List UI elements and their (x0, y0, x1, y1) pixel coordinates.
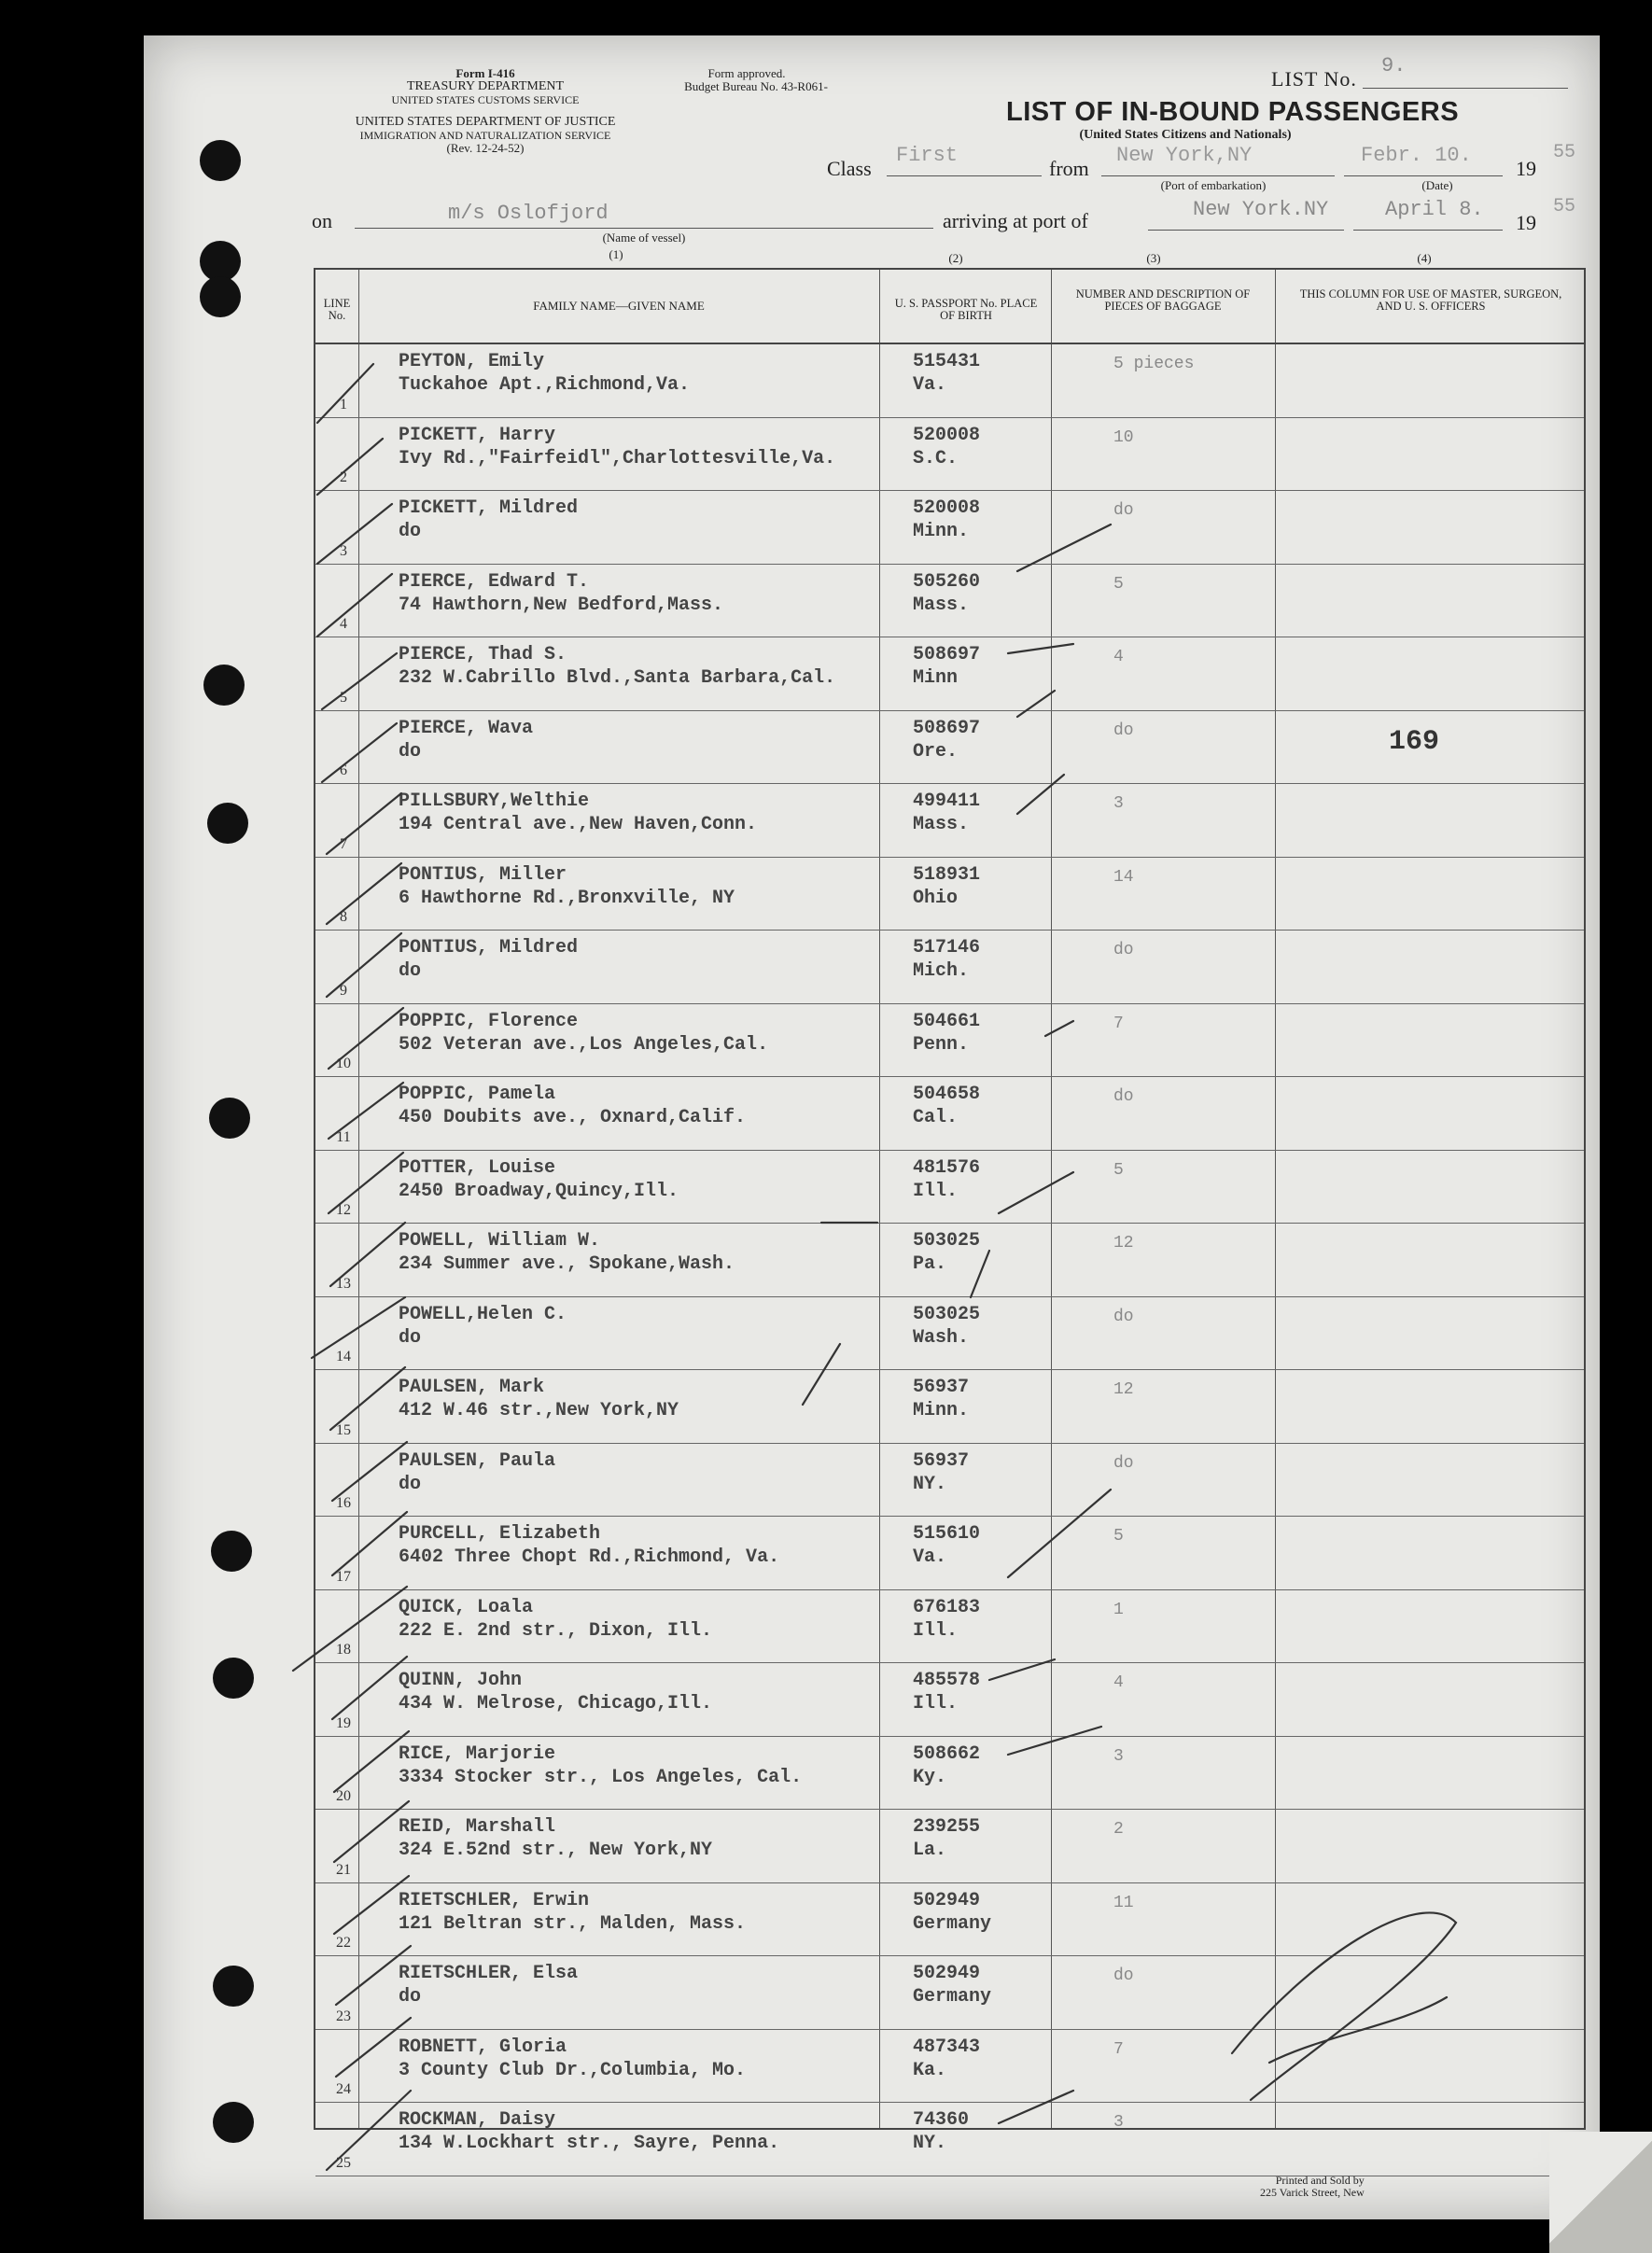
baggage-count: 3 (1113, 794, 1124, 813)
line-number: 14 (336, 1349, 351, 1364)
baggage-count: do (1113, 721, 1134, 740)
passenger-address: 450 Doubits ave., Oxnard,Calif. (399, 1107, 747, 1128)
line-number: 8 (340, 909, 347, 925)
passenger-name: POWELL, William W. (399, 1230, 601, 1252)
passenger-address: 194 Central ave.,New Haven,Conn. (399, 814, 758, 835)
place-of-birth: Pa. (913, 1253, 947, 1275)
passport-number: 502949 (913, 1889, 981, 1911)
passenger-name: PURCELL, Elizabeth (399, 1523, 601, 1545)
passenger-address: do (399, 1473, 422, 1495)
col-num-2: (2) (948, 251, 963, 265)
table-row (315, 637, 1584, 711)
line-number: 2 (340, 469, 347, 485)
line-number: 24 (336, 2081, 351, 2097)
date-value: Febr. 10. (1361, 144, 1472, 167)
passport-number: 502949 (913, 1963, 981, 1984)
passenger-name: POPPIC, Florence (399, 1010, 579, 1032)
baggage-count: 2 (1113, 1820, 1124, 1839)
baggage-count: 1 (1113, 1600, 1124, 1619)
passport-number: 56937 (913, 1377, 970, 1398)
baggage-count: 12 (1113, 1234, 1134, 1252)
vessel-line (355, 228, 933, 229)
binder-hole (213, 1658, 254, 1699)
place-of-birth: Mass. (913, 594, 970, 616)
line-number: 16 (336, 1495, 351, 1511)
passenger-address: 74 Hawthorn,New Bedford,Mass. (399, 594, 724, 616)
arrival-date: April 8. (1385, 198, 1484, 221)
table-row (315, 1516, 1584, 1590)
table-row (315, 1443, 1584, 1518)
passenger-address: 412 W.46 str.,New York,NY (399, 1400, 679, 1421)
passport-number: 503025 (913, 1230, 981, 1252)
table-row (315, 1662, 1584, 1737)
binder-hole (209, 1098, 250, 1139)
line-number: 4 (340, 616, 347, 632)
passenger-name: POTTER, Louise (399, 1156, 556, 1179)
table-row (315, 343, 1584, 418)
from-label: from (1049, 157, 1089, 180)
passport-number: 508697 (913, 644, 981, 665)
header-line-no: LINE No. (323, 297, 351, 322)
line-number: 1 (340, 396, 347, 413)
passenger-name: PIERCE, Thad S. (399, 644, 567, 665)
baggage-count: do (1113, 1087, 1134, 1106)
passenger-name: PICKETT, Mildred (399, 497, 579, 519)
baggage-count: 14 (1113, 867, 1134, 887)
line-number: 23 (336, 2008, 351, 2024)
place-of-birth: Mich. (913, 960, 970, 982)
officer-stamp: 169 (1389, 726, 1440, 758)
passenger-name: PEYTON, Emily (399, 351, 545, 372)
table-row (315, 1736, 1584, 1811)
arriving-label: arriving at port of (943, 209, 1088, 232)
class-value: First (896, 144, 959, 167)
passenger-address: 3334 Stocker str., Los Angeles, Cal. (399, 1766, 803, 1788)
page-subtitle: (United States Citizens and Nationals) (1079, 128, 1292, 142)
passenger-table (314, 268, 1586, 2171)
place-of-birth: Ky. (913, 1766, 947, 1788)
passenger-name: PONTIUS, Miller (399, 863, 567, 886)
place-of-birth: Minn. (913, 1400, 970, 1421)
passport-number: 515431 (913, 351, 981, 372)
passport-number: 503025 (913, 1303, 981, 1325)
ins-service: IMMIGRATION AND NATURALIZATION SERVICE (359, 129, 611, 142)
header-baggage: NUMBER AND DESCRIPTION OF PIECES OF BAGGAGE (1075, 287, 1251, 313)
passport-number: 676183 (913, 1596, 981, 1618)
printer-line-2: 225 Varick Street, New (1260, 2186, 1365, 2199)
baggage-count: 4 (1113, 1673, 1124, 1692)
col-num-1: (1) (609, 247, 623, 261)
passport-number: 518931 (913, 863, 981, 886)
passenger-name: PILLSBURY,Welthie (399, 791, 590, 812)
baggage-count: do (1113, 1307, 1134, 1326)
binder-hole (200, 140, 241, 181)
header-passport: U. S. PASSPORT No. PLACE OF BIRTH (894, 297, 1038, 322)
table-row (315, 1589, 1584, 1664)
baggage-count: 7 (1113, 1014, 1124, 1033)
place-of-birth: Minn (913, 667, 959, 689)
table-row (315, 2029, 1584, 2104)
passport-number: 485578 (913, 1670, 981, 1691)
line-number: 19 (336, 1714, 351, 1731)
passenger-address: 232 W.Cabrillo Blvd.,Santa Barbara,Cal. (399, 667, 836, 689)
baggage-count: do (1113, 941, 1134, 959)
line-number: 7 (340, 835, 347, 852)
passenger-address: Ivy Rd.,"Fairfeidl",Charlottesville,Va. (399, 447, 836, 469)
place-of-birth: NY. (913, 1473, 947, 1495)
passenger-address: 3 County Club Dr.,Columbia, Mo. (399, 2059, 747, 2081)
passenger-address: Tuckahoe Apt.,Richmond,Va. (399, 374, 691, 396)
date-line (1344, 175, 1503, 176)
passenger-name: ROBNETT, Gloria (399, 2036, 567, 2058)
table-row (315, 1003, 1584, 1078)
line-number: 25 (336, 2154, 351, 2171)
year-value-2: 55 (1553, 196, 1576, 217)
line-number: 22 (336, 1935, 351, 1951)
passenger-address: 234 Summer ave., Spokane,Wash. (399, 1253, 735, 1275)
table-row (315, 1150, 1584, 1224)
header-name: FAMILY NAME—GIVEN NAME (533, 299, 705, 313)
from-line (1101, 175, 1335, 176)
passport-number: 487343 (913, 2036, 981, 2058)
passenger-address: do (399, 1326, 422, 1349)
page-title: LIST OF IN-BOUND PASSENGERS (1006, 97, 1460, 127)
table-row (315, 1809, 1584, 1883)
passenger-name: QUICK, Loala (399, 1596, 534, 1618)
baggage-count: 3 (1113, 2113, 1124, 2132)
list-no-value: 9. (1381, 54, 1407, 77)
passenger-name: RICE, Marjorie (399, 1742, 556, 1765)
baggage-count: do (1113, 1966, 1134, 1985)
table-row (315, 564, 1584, 638)
place-of-birth: Cal. (913, 1107, 959, 1128)
col-num-4: (4) (1417, 251, 1432, 265)
baggage-count: do (1113, 501, 1134, 520)
page-fold (1549, 2132, 1652, 2253)
place-of-birth: Ka. (913, 2059, 947, 2081)
arrival-port: New York.NY (1193, 198, 1329, 221)
passport-number: 499411 (913, 791, 981, 812)
col-num-3: (3) (1146, 251, 1161, 265)
place-of-birth: Ill. (913, 1693, 959, 1714)
binder-hole (213, 1966, 254, 2007)
embark-caption: (Port of embarkation) (1160, 178, 1267, 192)
line-number: 3 (340, 542, 347, 559)
table-row (315, 1223, 1584, 1297)
binder-hole (207, 803, 248, 844)
list-no-line (1363, 88, 1568, 89)
passenger-name: QUINN, John (399, 1670, 523, 1691)
class-line (887, 175, 1042, 176)
passport-number: 508662 (913, 1742, 981, 1765)
year-value-1: 55 (1553, 142, 1576, 163)
passport-number: 508697 (913, 717, 981, 739)
passenger-name: PAULSEN, Paula (399, 1449, 556, 1472)
table-row (315, 1882, 1584, 1957)
passport-number: 239255 (913, 1816, 981, 1838)
year-prefix-2: 19 (1516, 211, 1536, 234)
table-row (315, 1369, 1584, 1444)
printer-credit (1260, 2175, 1365, 2199)
passenger-address: do (399, 1986, 422, 2008)
vessel-caption: (Name of vessel) (602, 231, 686, 245)
place-of-birth: Ill. (913, 1619, 959, 1642)
place-of-birth: Minn. (913, 521, 970, 542)
baggage-count: 7 (1113, 2039, 1124, 2059)
line-number: 10 (336, 1056, 351, 1071)
form-id: Form I-416 (455, 66, 515, 80)
table-row (315, 1296, 1584, 1371)
passenger-name: PICKETT, Harry (399, 424, 556, 446)
line-number: 11 (336, 1128, 351, 1145)
passenger-name: PIERCE, Wava (399, 717, 534, 739)
passport-number: 505260 (913, 570, 981, 593)
binder-hole (211, 1531, 252, 1572)
place-of-birth: La. (913, 1840, 947, 1861)
baggage-count: 11 (1113, 1893, 1134, 1912)
customs-service: UNITED STATES CUSTOMS SERVICE (391, 93, 580, 106)
place-of-birth: Penn. (913, 1033, 970, 1056)
place-of-birth: NY. (913, 2133, 947, 2154)
line-number: 18 (336, 1642, 351, 1658)
from-value: New York,NY (1116, 144, 1253, 167)
table-row (315, 783, 1584, 858)
list-no-label: LIST No. (1271, 67, 1357, 91)
passenger-address: 324 E.52nd str., New York,NY (399, 1840, 713, 1861)
baggage-count: 10 (1113, 427, 1134, 447)
table-row (315, 1076, 1584, 1151)
line-number: 12 (336, 1202, 351, 1218)
passport-number: 517146 (913, 937, 981, 959)
printer-line-1: Printed and Sold by (1275, 2174, 1365, 2187)
passenger-address: 502 Veteran ave.,Los Angeles,Cal. (399, 1033, 769, 1056)
baggage-count: 3 (1113, 1746, 1124, 1766)
place-of-birth: Ore. (913, 740, 959, 763)
baggage-count: 4 (1113, 648, 1124, 666)
passport-number: 504658 (913, 1084, 981, 1105)
passport-number: 504661 (913, 1010, 981, 1032)
place-of-birth: Germany (913, 1912, 992, 1935)
class-label: Class (827, 157, 872, 180)
on-label: on (312, 209, 332, 232)
table-row (315, 930, 1584, 1004)
justice-dept: UNITED STATES DEPARTMENT OF JUSTICE (355, 115, 616, 129)
table-row (315, 1955, 1584, 2030)
line-number: 5 (340, 689, 347, 706)
passenger-address: 6 Hawthorne Rd.,Bronxville, NY (399, 887, 735, 909)
budget-bureau: Budget Bureau No. 43-R061- (684, 79, 828, 93)
place-of-birth: S.C. (913, 447, 959, 469)
arrival-date-line (1353, 230, 1503, 231)
binder-hole (200, 276, 241, 317)
passenger-name: POPPIC, Pamela (399, 1084, 556, 1105)
baggage-count: 5 (1113, 1160, 1124, 1180)
place-of-birth: Ohio (913, 887, 959, 909)
treasury-dept: TREASURY DEPARTMENT (406, 79, 565, 93)
binder-hole (213, 2102, 254, 2143)
baggage-count: 12 (1113, 1380, 1134, 1399)
baggage-count: 5 pieces (1113, 355, 1195, 373)
year-prefix-1: 19 (1516, 157, 1536, 180)
passenger-name: POWELL,Helen C. (399, 1303, 567, 1325)
passenger-address: do (399, 521, 422, 542)
passenger-address: 434 W. Melrose, Chicago,Ill. (399, 1693, 713, 1714)
passenger-address: 2450 Broadway,Quincy,Ill. (399, 1180, 679, 1202)
header-officers: THIS COLUMN FOR USE OF MASTER, SURGEON, AND U. S. OFFICERS (1299, 287, 1562, 313)
vessel-name: m/s Oslofjord (448, 202, 609, 225)
place-of-birth: Ill. (913, 1180, 959, 1202)
date-caption: (Date) (1421, 178, 1453, 192)
passenger-name: RIETSCHLER, Elsa (399, 1963, 579, 1984)
table-row (315, 417, 1584, 492)
passenger-address: 6402 Three Chopt Rd.,Richmond, Va. (399, 1546, 780, 1568)
baggage-count: do (1113, 1453, 1134, 1473)
line-number: 20 (336, 1788, 351, 1804)
table-row (315, 2102, 1584, 2176)
passenger-name: PONTIUS, Mildred (399, 937, 579, 959)
passport-number: 481576 (913, 1156, 981, 1179)
place-of-birth: Va. (913, 374, 947, 396)
passenger-name: RIETSCHLER, Erwin (399, 1889, 590, 1911)
table-row (315, 490, 1584, 565)
baggage-count: 5 (1113, 574, 1124, 594)
revision: (Rev. 12-24-52) (446, 141, 525, 155)
passenger-address: do (399, 960, 422, 982)
passenger-address: do (399, 740, 422, 763)
arrival-port-line (1148, 230, 1344, 231)
passport-number: 520008 (913, 424, 981, 446)
place-of-birth: Mass. (913, 814, 970, 835)
form-approved: Form approved. (707, 66, 786, 80)
passenger-name: REID, Marshall (399, 1816, 556, 1838)
passenger-address: 222 E. 2nd str., Dixon, Ill. (399, 1619, 713, 1642)
passport-number: 520008 (913, 497, 981, 519)
place-of-birth: Va. (913, 1546, 947, 1568)
passport-number: 74360 (913, 2109, 970, 2131)
line-number: 13 (336, 1275, 351, 1292)
passenger-name: PAULSEN, Mark (399, 1377, 545, 1398)
line-number: 9 (340, 982, 347, 999)
passenger-address: 121 Beltran str., Malden, Mass. (399, 1912, 747, 1935)
passport-number: 515610 (913, 1523, 981, 1545)
line-number: 15 (336, 1421, 351, 1438)
line-number: 21 (336, 1861, 351, 1878)
passenger-address: 134 W.Lockhart str., Sayre, Penna. (399, 2133, 780, 2154)
place-of-birth: Wash. (913, 1326, 970, 1349)
passenger-name: ROCKMAN, Daisy (399, 2109, 556, 2131)
place-of-birth: Germany (913, 1986, 992, 2008)
baggage-count: 5 (1113, 1527, 1124, 1546)
line-number: 17 (336, 1568, 351, 1585)
table-row (315, 857, 1584, 931)
passenger-name: PIERCE, Edward T. (399, 570, 590, 593)
passport-number: 56937 (913, 1449, 970, 1472)
line-number: 6 (340, 763, 347, 778)
binder-hole (203, 665, 245, 706)
